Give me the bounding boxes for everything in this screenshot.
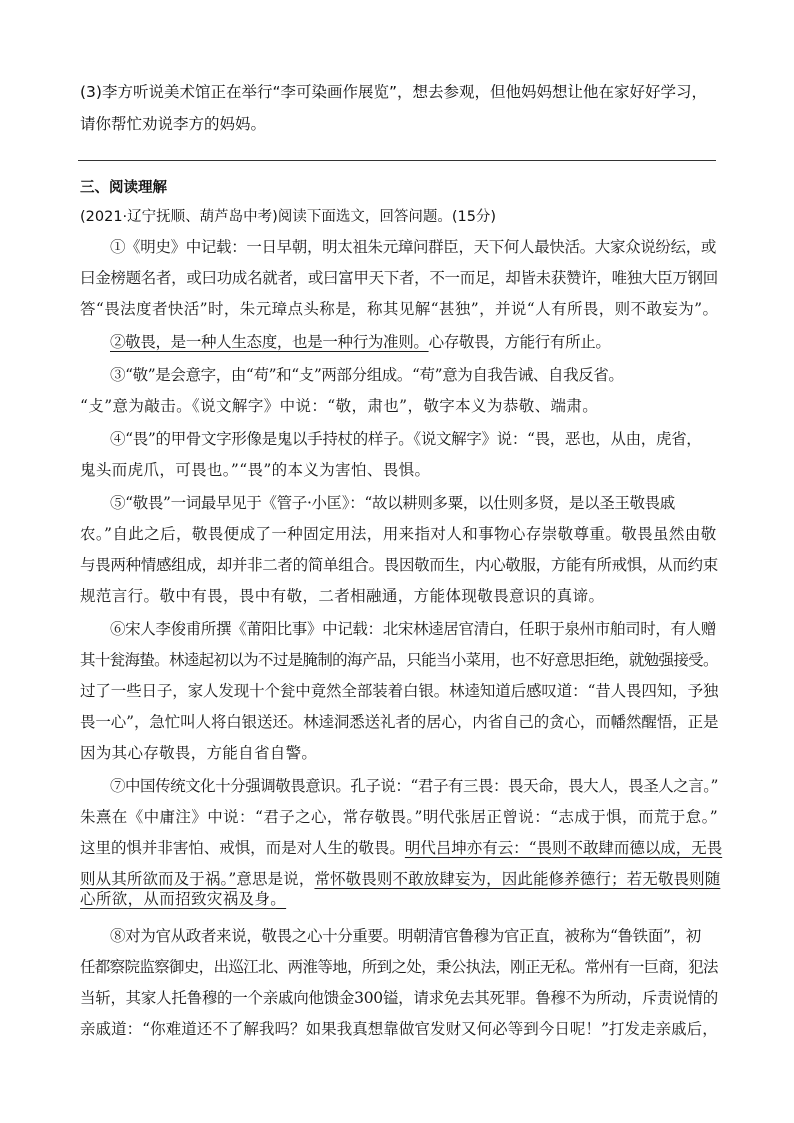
underlined-thesis: ②敬畏，是一种人生态度，也是一种行为准则。 <box>110 333 429 351</box>
paragraph-4-line-2: 鬼头而虎爪，可畏也。”“畏”的本义为害怕、畏惧。 <box>80 461 431 479</box>
paragraph-7-line-3-plain: 这里的惧并非害怕、戒惧，而是对人生的敬畏。 <box>80 839 405 857</box>
paragraph-3-line-1: ③“敬”是会意字，由“苟”和“攴”两部分组成。“苟”意为自我告诫、自我反省。 <box>110 366 624 384</box>
paragraph-1-line-2: 曰金榜题名者，或曰功成名就者，或曰富甲天下者，不一而足，却皆未获赞许，唯独大臣万钢回 <box>80 269 718 287</box>
passage-source: (2021·辽宁抚顺、葫芦岛中考)阅读下面选文，回答问题。(15分) <box>80 209 497 225</box>
question-3-line-1: (3)李方听说美术馆正在举行“李可染画作展览”，想去参观，但他妈妈想让他在家好好学习， <box>80 83 708 101</box>
answer-line <box>78 160 716 161</box>
paragraph-1-line-3: 答“畏法度者快活”时，朱元璋点头称是，称其见解“甚独”，并说“人有所畏，则不敢妄为”。 <box>80 300 719 318</box>
paragraph-7-line-2: 朱熹在《中庸注》中说：“君子之心，常存敬畏。”明代张居正曾说：“志成于惧，而荒于怠。” <box>80 808 719 826</box>
underlined-quote-end: 则从其所欲而及于祸。” <box>80 870 237 888</box>
paragraph-7-line-1: ⑦中国传统文化十分强调敬畏意识。孔子说：“君子有三畏：畏天命，畏大人，畏圣人之言。” <box>110 777 719 795</box>
paragraph-2 <box>110 331 750 353</box>
paragraph-3-line-2: “攴”意为敲击。《说文解字》中说：“敬，肃也”，敬字本义为恭敬、端肃。 <box>80 397 599 415</box>
paragraph-5-line-4: 规范言行。敬中有畏，畏中有敬，二者相融通，方能体现敬畏意识的真谛。 <box>80 587 605 605</box>
paragraph-7-line-4-plain: 意思是说， <box>236 870 315 888</box>
underline-tail <box>80 908 276 909</box>
paragraph-5-line-3: 与畏两种情感组成，却并非二者的简单组合。畏因敬而生，内心敬服，方能有所戒惧，从而约束 <box>80 556 718 574</box>
paragraph-8-line-4: 亲戚道：“你难道还不了解我吗？如果我真想靠做官发财又何必等到今日呢！”打发走亲戚后， <box>80 1020 718 1038</box>
paragraph-8-line-3: 当斩，其家人托鲁穆的一个亲戚向他馈金300镒，请求免去其死罪。鲁穆不为所动，斥责说情的 <box>80 989 718 1007</box>
paragraph-6-line-1: ⑥宋人李俊甫所撰《莆阳比事》中记载：北宋林逵居官清白，任职于泉州市舶司时，有人赠 <box>110 620 717 638</box>
paragraph-5-line-2: 农。”自此之后，敬畏便成了一种固定用法，用来指对人和事物心存崇敬尊重。敬畏虽然由敬 <box>80 525 717 543</box>
section-heading: 三、阅读理解 <box>80 180 167 196</box>
paragraph-2-rest: 心存敬畏，方能行有所止。 <box>428 333 611 351</box>
paragraph-5-line-1: ⑤“敬畏”一词最早见于《管子·小匡》：“故以耕则多粟，以仕则多贤，是以圣王敬畏戚 <box>110 494 675 512</box>
paragraph-6-line-4: 畏一心”，急忙叫人将白银送还。林逵洞悉送礼者的居心，内省自己的贪心，而幡然醒悟，正是 <box>80 713 719 731</box>
paragraph-6-line-3: 过了一些日子，家人发现十个瓮中竟然全部装着白银。林逵知道后感叹道：“昔人畏四知，予独 <box>80 682 719 700</box>
paragraph-4-line-1: ④“畏”的甲骨文字形像是鬼以手持杖的样子。《说文解字》说：“畏，恶也，从由，虎省， <box>110 430 702 448</box>
paragraph-7-line-3 <box>80 837 723 859</box>
paragraph-6-line-2: 其十瓮海蛰。林逵起初以为不过是腌制的海产品，只能当小菜用，也不好意思拒绝，就勉强接受。 <box>80 651 718 669</box>
paragraph-6-line-5: 因为其心存敬畏，方能自省自警。 <box>80 744 318 762</box>
underlined-explanation-end: 心所欲，从而招致灾祸及身。 <box>80 890 287 908</box>
underlined-explanation: 常怀敬畏则不敢放肆妄为，因此能修养德行；若无敬畏则随 <box>314 870 721 888</box>
question-3-line-2: 请你帮忙劝说李方的妈妈。 <box>80 115 267 133</box>
paragraph-8-line-1: ⑧对为官从政者来说，敬畏之心十分重要。明朝清官鲁穆为官正直，被称为“鲁铁面”，初 <box>110 927 701 945</box>
paragraph-7-line-5 <box>80 888 720 910</box>
paragraph-7-line-4 <box>80 868 720 890</box>
paragraph-1-line-1: ①《明史》中记载：一日早朝，明太祖朱元璋问群臣，天下何人最快活。大家众说纷纭，或 <box>110 238 717 256</box>
underlined-quote: 明代吕坤亦有云：“畏则不敢肆而德以成，无畏 <box>404 839 723 857</box>
paragraph-8-line-2: 任都察院监察御史，出巡江北、两淮等地，所到之处，秉公执法，刚正无私。常州有一巨商，犯法 <box>80 958 718 976</box>
